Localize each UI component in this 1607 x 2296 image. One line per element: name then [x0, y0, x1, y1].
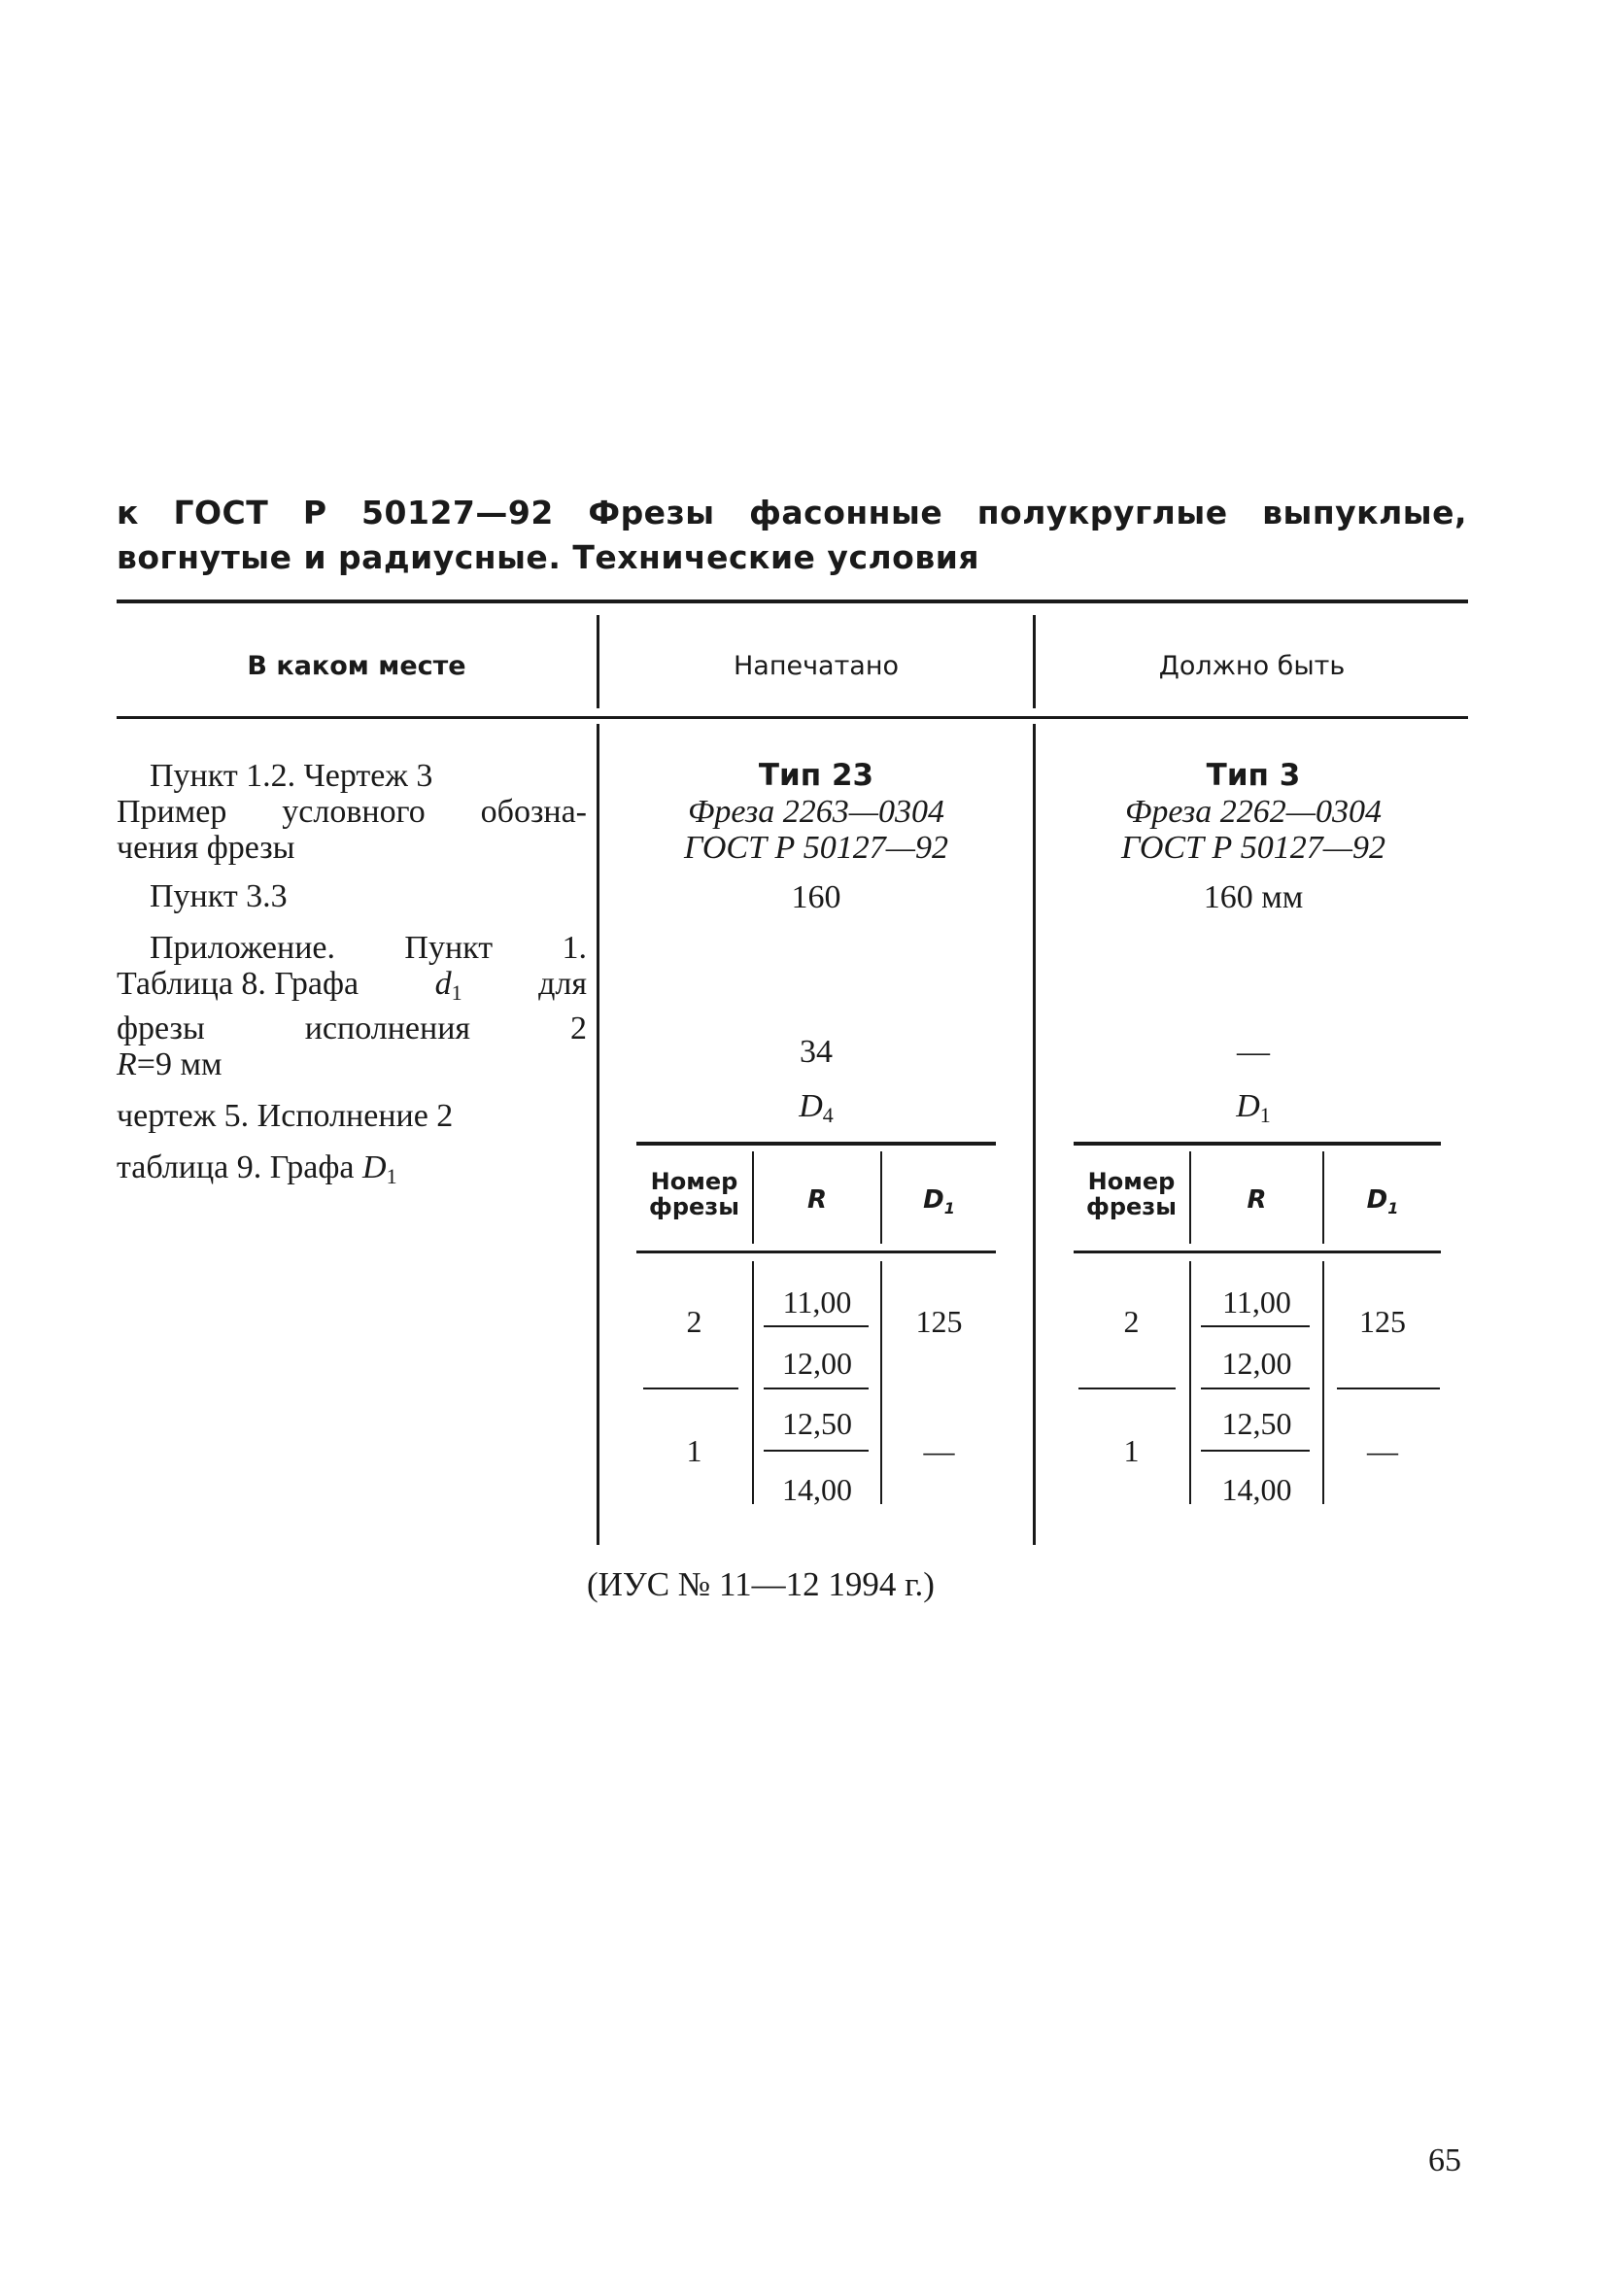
subtable-header-r: R	[806, 1185, 828, 1215]
subtable-row-r: 12,50	[782, 1406, 852, 1441]
header-should-be: Должно быть	[1158, 651, 1346, 681]
place-column	[117, 758, 587, 1194]
printed-r3: 34	[800, 1034, 833, 1070]
publication-reference: (ИУС № 11—12 1994 г.)	[587, 1565, 935, 1603]
header-place: В каком месте	[247, 651, 466, 681]
place-r3-line2	[117, 966, 587, 1011]
printed-r1-line3: ГОСТ Р 50127—92	[683, 830, 949, 866]
correct-r3: —	[1237, 1034, 1270, 1070]
place-r1-line3: чения фрезы	[117, 830, 295, 866]
subtable-row-r: 14,00	[1221, 1472, 1292, 1507]
subtable-row-d1: 125	[915, 1304, 963, 1339]
place-r2: Пункт 3.3	[150, 878, 288, 914]
correct-r4: $D_1$	[1236, 1088, 1271, 1127]
place-r1-line1: Пункт 1.2. Чертеж 3	[150, 758, 433, 794]
subtable-row-num: 1	[686, 1433, 702, 1468]
subtable-header-num: Номер фрезы	[1086, 1168, 1177, 1220]
table-top-rule	[117, 600, 1468, 603]
place-r3-line2-tail: для	[538, 966, 587, 1002]
printed-r4: $D_4$	[799, 1088, 834, 1127]
table-header-rule	[117, 716, 1468, 719]
place-r5: таблица 9. Графа $D_1$	[117, 1149, 397, 1188]
subtable-row-r: 12,00	[1221, 1346, 1292, 1381]
correct-r1	[1059, 758, 1448, 866]
column-divider-2-body	[1033, 724, 1036, 1545]
page-number: 65	[1428, 2142, 1461, 2178]
subtable-row-r: 12,00	[782, 1346, 852, 1381]
printed-r1	[622, 758, 1010, 866]
subtable-row-r: 11,00	[782, 1285, 852, 1319]
place-r3-line4: R=9 мм	[117, 1046, 222, 1082]
document-title: к ГОСТ Р 50127—92 Фрезы фасонные полукруглые выпуклые, вогнутые и радиусные. Технические условия	[117, 494, 1467, 576]
correct-r1-type: Тип 3	[1206, 758, 1301, 793]
printed-r2: 160	[791, 879, 841, 915]
correct-r1-line2: Фреза 2262—0304	[1125, 794, 1382, 830]
subtable-row-r: 11,00	[1222, 1285, 1291, 1319]
subtable-row-r: 14,00	[782, 1472, 852, 1507]
printed-r1-line2: Фреза 2263—0304	[688, 794, 944, 830]
subtable-header-num: Номер фрезы	[649, 1168, 739, 1220]
place-r1-line2: Пример условного обозна-	[117, 794, 587, 830]
subtable-row-d1: 125	[1359, 1304, 1406, 1339]
place-r3-symbol-d1: $d_1$	[434, 966, 462, 1005]
place-r3-line3: фрезы исполнения 2	[117, 1011, 587, 1046]
correct-r2: 160 мм	[1203, 879, 1304, 915]
subtable-row-num: 2	[1123, 1304, 1140, 1339]
header-printed: Напечатано	[733, 651, 900, 681]
place-r4: чертеж 5. Исполнение 2	[117, 1098, 454, 1134]
place-r3-line2-text: Таблица 8. Графа	[117, 966, 359, 1002]
subtable-row-num: 2	[686, 1304, 702, 1339]
subtable-header-d1: $D_1$	[1366, 1185, 1399, 1217]
printed-r1-type: Тип 23	[758, 758, 874, 793]
subtable-header-d1: $D_1$	[923, 1185, 955, 1217]
place-r3-line1: Приложение. Пункт 1.	[150, 930, 587, 966]
column-divider-1-body	[597, 724, 599, 1545]
subtable-row-d1: —	[1367, 1433, 1398, 1468]
correct-r1-line3: ГОСТ Р 50127—92	[1120, 830, 1386, 866]
subtable-header-r: R	[1247, 1185, 1267, 1215]
subtable-row-r: 12,50	[1221, 1406, 1292, 1441]
subtable-row-num: 1	[1123, 1433, 1140, 1468]
subtable-row-d1: —	[923, 1433, 955, 1468]
